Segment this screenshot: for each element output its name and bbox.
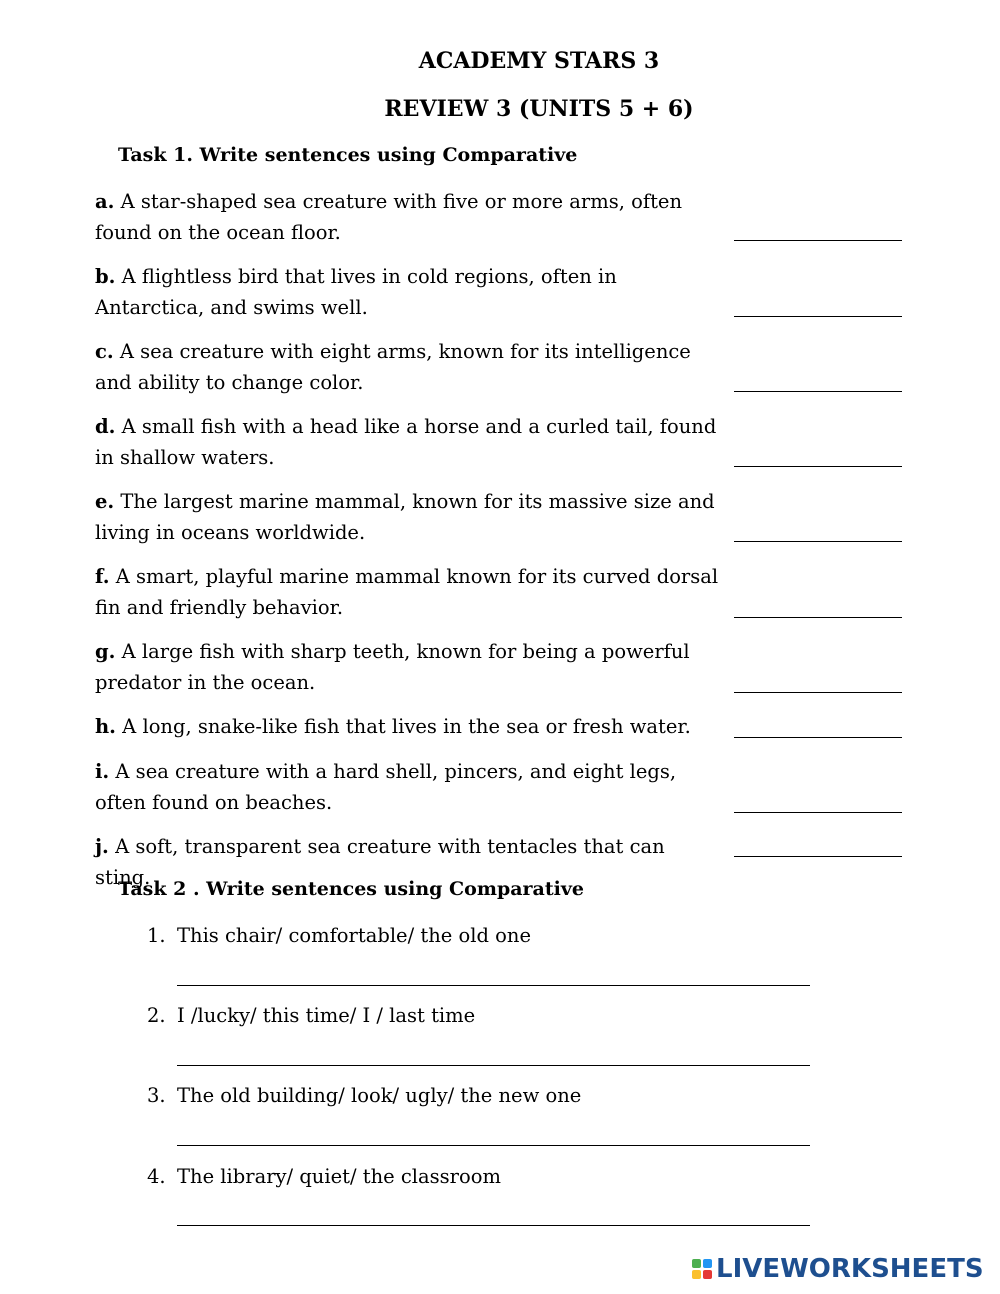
item-letter: b. xyxy=(95,265,116,288)
task1-item-f xyxy=(95,561,725,623)
item-letter: d. xyxy=(95,415,116,438)
task1-item-h xyxy=(95,711,725,742)
answer-blank-h[interactable] xyxy=(734,737,902,738)
question-text: I /lucky/ this time/ I / last time xyxy=(177,1004,476,1027)
item-letter: a. xyxy=(95,190,115,213)
item-text: A flightless bird that lives in cold regions, often in Antarctica, and swims well. xyxy=(95,265,617,319)
item-text: A sea creature with eight arms, known for its intelligence and ability to change color. xyxy=(95,340,691,394)
answer-line-3[interactable] xyxy=(177,1145,810,1146)
liveworksheets-brand xyxy=(692,1254,984,1284)
item-letter: f. xyxy=(95,565,110,588)
answer-blank-d[interactable] xyxy=(734,466,902,467)
answer-blank-e[interactable] xyxy=(734,541,902,542)
question-number: 4. xyxy=(147,1165,166,1188)
liveworksheets-logo-icon xyxy=(692,1259,712,1279)
item-text: A sea creature with a hard shell, pincers, and eight legs, often found on beaches. xyxy=(95,760,677,814)
answer-blank-a[interactable] xyxy=(734,240,902,241)
item-letter: c. xyxy=(95,340,114,363)
task2-question-4 xyxy=(147,1162,501,1192)
task2-question-1 xyxy=(147,921,531,951)
question-text: This chair/ comfortable/ the old one xyxy=(177,924,531,947)
question-number: 2. xyxy=(147,1004,166,1027)
task1-item-c xyxy=(95,336,725,398)
task1-item-i xyxy=(95,756,725,818)
item-text: A smart, playful marine mammal known for its curved dorsal fin and friendly behavior. xyxy=(95,565,719,619)
item-letter: h. xyxy=(95,715,116,738)
answer-blank-j[interactable] xyxy=(734,856,902,857)
task1-item-e xyxy=(95,486,725,548)
task1-heading: Task 1. Write sentences using Comparative xyxy=(118,144,578,166)
item-letter: j. xyxy=(95,835,109,858)
task1-item-d xyxy=(95,411,725,473)
answer-blank-i[interactable] xyxy=(734,812,902,813)
answer-line-1[interactable] xyxy=(177,985,810,986)
item-text: A small fish with a head like a horse and a curled tail, found in shallow waters. xyxy=(95,415,717,469)
task2-question-3 xyxy=(147,1081,581,1111)
task1-item-b xyxy=(95,261,725,323)
question-number: 3. xyxy=(147,1084,166,1107)
item-letter: i. xyxy=(95,760,110,783)
task1-item-a xyxy=(95,186,725,248)
page-subtitle: REVIEW 3 (UNITS 5 + 6) xyxy=(384,96,694,122)
item-text: A star-shaped sea creature with five or more arms, often found on the ocean floor. xyxy=(95,190,682,244)
brand-name: LIVEWORKSHEETS xyxy=(716,1254,984,1284)
item-text: A large fish with sharp teeth, known for being a powerful predator in the ocean. xyxy=(95,640,690,694)
answer-line-4[interactable] xyxy=(177,1225,810,1226)
task2-heading: Task 2 . Write sentences using Comparative xyxy=(118,878,584,900)
item-text: A soft, transparent sea creature with tentacles that can sting. xyxy=(95,835,665,889)
answer-blank-f[interactable] xyxy=(734,617,902,618)
item-text: A long, snake-like fish that lives in the sea or fresh water. xyxy=(122,715,691,738)
question-text: The old building/ look/ ugly/ the new one xyxy=(177,1084,582,1107)
task2-question-2 xyxy=(147,1001,475,1031)
question-number: 1. xyxy=(147,924,166,947)
page-title: ACADEMY STARS 3 xyxy=(418,48,660,74)
item-letter: e. xyxy=(95,490,115,513)
answer-blank-c[interactable] xyxy=(734,391,902,392)
item-letter: g. xyxy=(95,640,116,663)
task1-item-g xyxy=(95,636,725,698)
answer-blank-g[interactable] xyxy=(734,692,902,693)
item-text: The largest marine mammal, known for its massive size and living in oceans worldwide. xyxy=(95,490,715,544)
answer-blank-b[interactable] xyxy=(734,316,902,317)
question-text: The library/ quiet/ the classroom xyxy=(177,1165,501,1188)
answer-line-2[interactable] xyxy=(177,1065,810,1066)
